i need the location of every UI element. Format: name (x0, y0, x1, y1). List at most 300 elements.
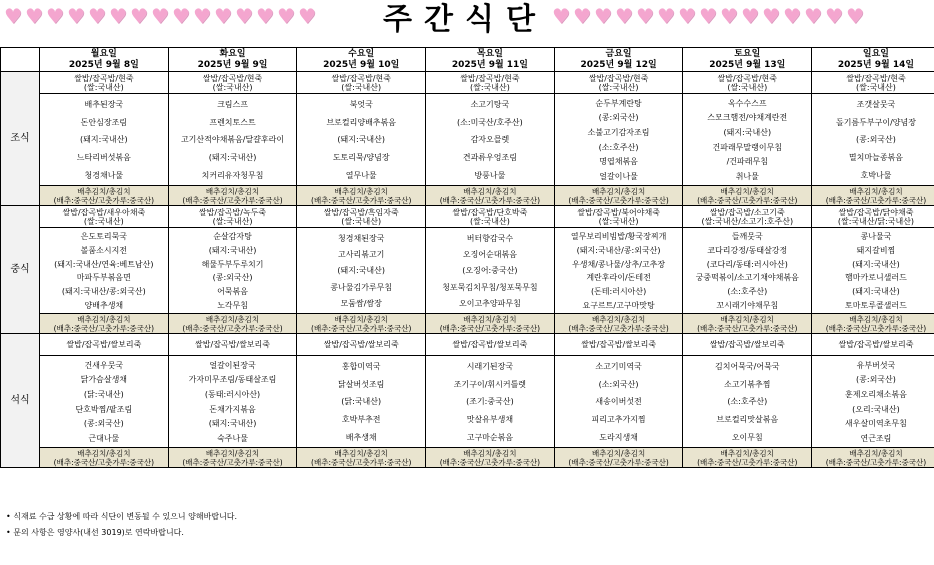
dishes-cell (554, 228, 683, 314)
dishes-cell (554, 356, 683, 448)
kimchi-cell (297, 448, 426, 468)
dish-item: (돼지:국내산/콩:외국산) (61, 286, 146, 296)
kimchi-cell (426, 448, 555, 468)
kimchi-label: 배추김치/총김치 (849, 448, 903, 458)
day-date: 2025년 9월 11일 (451, 59, 528, 70)
heart-icon: ♥ (46, 4, 64, 28)
rice-cell (40, 206, 169, 228)
dish-item: 닭가슴살생채 (80, 375, 128, 385)
kimchi-label: 배추김치/총김치 (77, 186, 131, 196)
rice-cell (40, 72, 169, 94)
rice-line: 쌀밥/잡곡밥/현죽 (74, 73, 134, 83)
dish-item: 시래기된장국 (466, 362, 514, 372)
kimchi-cell (812, 448, 934, 468)
dish-item: 도라지생채 (599, 432, 638, 442)
dishes-cell (297, 94, 426, 186)
dish-item: (돼지:국내산/연육:베트남산) (54, 259, 154, 269)
dish-item: (조기:중국산) (466, 397, 514, 407)
dish-item: 호박부추전 (341, 415, 381, 425)
heart-icon: ♥ (846, 4, 864, 28)
dish-item: 옥수수스프 (727, 98, 767, 108)
kimchi-cell (426, 314, 555, 334)
heart-icon: ♥ (151, 4, 169, 28)
dish-item: 순살감자탕 (213, 232, 252, 242)
dish-item: 우생채/콩나물/상추/고추장 (572, 259, 666, 269)
dish-item: 배추생채 (345, 432, 377, 442)
heart-icon: ♥ (67, 4, 85, 28)
kimchi-cell (297, 314, 426, 334)
rice-line: 쌀밥/잡곡밥/쌀보리죽 (452, 340, 528, 349)
dish-item: 청경채나물 (84, 170, 124, 180)
dish-item: (돈테:러시아산) (590, 286, 647, 296)
dish-item: /건파래무침 (726, 157, 768, 167)
dishes-cell (40, 94, 169, 186)
kimchi-label: 배추김치/총김치 (205, 314, 260, 324)
dish-item: 버터향감국수 (466, 233, 514, 243)
kimchi-cell (168, 186, 297, 206)
kimchi-cell (683, 186, 812, 206)
dish-item: 모둠쌈/쌈장 (340, 299, 382, 309)
dish-item: (닭:국내산) (341, 397, 382, 407)
rice-line: 쌀밥/잡곡밥/현죽 (588, 73, 649, 83)
dishes-cell (297, 356, 426, 448)
kimchi-label: 배추김치/총김치 (591, 186, 646, 196)
rice-line: (쌀:국내산) (469, 82, 510, 92)
rice-cell (40, 334, 169, 356)
day-header (168, 48, 297, 72)
day-date: 2025년 9월 12일 (580, 59, 657, 70)
dish-item: 닭살버섯조림 (338, 379, 385, 389)
rice-cell (297, 334, 426, 356)
rice-cell (812, 72, 934, 94)
kimchi-cell (683, 314, 812, 334)
kimchi-label: 배추김치/총김치 (77, 448, 131, 458)
rice-line: 쌀밥/잡곡밥/새우아채죽 (62, 207, 146, 217)
dish-item: 연근조림 (860, 434, 892, 444)
meal-label: 석식 (1, 334, 40, 468)
dishes-cell (812, 94, 934, 186)
dishes-row (1, 228, 934, 314)
dish-item: 크림스프 (217, 100, 248, 110)
dish-item: (소:호주산) (727, 397, 768, 407)
dish-item: (돼지:국내산) (852, 286, 900, 296)
dish-item: 방풍나물 (474, 170, 506, 180)
dish-item: 북엇국 (349, 100, 373, 110)
dish-item: (돼지:국내산) (852, 259, 900, 269)
rice-line: (쌀:국내산) (212, 82, 253, 92)
rice-line: (쌀:국내산) (856, 82, 896, 92)
rice-line: (쌀:국내산) (212, 216, 253, 226)
header-row (1, 48, 934, 72)
day-header (40, 48, 169, 72)
dishes-cell (168, 228, 297, 314)
dish-item: 청포묵김치무침/청포묵무침 (442, 282, 538, 292)
heart-icon: ♥ (172, 4, 190, 28)
dish-item: 프렌치토스트 (209, 117, 256, 127)
kimchi-origin: (배추:중국산/고춧가루:중국산) (53, 457, 155, 467)
rice-cell (683, 334, 812, 356)
dish-item: 근대나물 (88, 434, 120, 444)
dish-item: 콩나물김가루무침 (330, 282, 393, 292)
rice-line: 쌀밥/잡곡밥/쌀보리죽 (709, 340, 785, 349)
heart-icon: ♥ (193, 4, 211, 28)
rice-line: (쌀:국내산) (598, 216, 639, 226)
rice-line: 쌀밥/잡곡밥/닭야채죽 (838, 207, 914, 217)
dish-item: 돈채가지볶음 (209, 404, 256, 414)
kimchi-label: 배추김치/총김치 (77, 314, 131, 324)
rice-row (1, 72, 934, 94)
heart-decoration-left (4, 6, 318, 26)
dish-item: 소불고기감자조림 (587, 128, 650, 138)
dish-item: (콩:외국산) (598, 113, 639, 123)
day-header (426, 48, 555, 72)
dish-item: (소:호주산) (727, 286, 768, 296)
dishes-cell (168, 356, 297, 448)
day-name: 월요일 (90, 48, 117, 59)
rice-cell (426, 72, 555, 94)
dish-item: (돼지:국내산) (208, 419, 257, 429)
heart-icon: ♥ (741, 4, 759, 28)
dish-item: 호박나물 (860, 170, 892, 180)
heart-icon: ♥ (804, 4, 822, 28)
rice-line: 쌀밥/잡곡밥/쌀보리죽 (581, 340, 657, 349)
corner-cell (1, 48, 40, 72)
dish-item: 노각무침 (217, 300, 248, 310)
dishes-cell (297, 228, 426, 314)
dish-item: 명엽채볶음 (599, 157, 638, 167)
kimchi-origin: (배추:중국산/고춧가루:중국산) (697, 323, 798, 333)
day-date: 2025년 9월 13일 (709, 59, 786, 70)
dish-item: 유부버섯국 (856, 360, 896, 370)
rice-line: 쌀밥/잡곡밥/쌀보리죽 (323, 340, 399, 349)
heart-icon: ♥ (4, 4, 22, 28)
dish-item: 소고기미역국 (595, 362, 642, 372)
dish-item: 브로컬리양배추볶음 (326, 117, 396, 127)
kimchi-cell (554, 314, 683, 334)
kimchi-row (1, 448, 934, 468)
dish-item: 견과류우엉조림 (462, 153, 517, 163)
dish-item: 마파두부볶음면 (76, 273, 131, 283)
dish-item: (오징어:중국산) (462, 266, 518, 276)
kimchi-cell (168, 448, 297, 468)
rice-cell (426, 334, 555, 356)
dish-item: (콩:외국산) (83, 419, 124, 429)
heart-icon: ♥ (88, 4, 106, 28)
rice-line: 쌀밥/잡곡밥/쌀보리죽 (838, 340, 914, 349)
dish-item: 오이고추양파무침 (458, 299, 521, 309)
dish-item: 해물두부두루치기 (201, 259, 264, 269)
heart-icon: ♥ (678, 4, 696, 28)
kimchi-origin: (배추:중국산/고춧가루:중국산) (568, 195, 669, 205)
dish-item: 들깨뭇국 (731, 232, 763, 242)
heart-icon: ♥ (256, 4, 274, 28)
day-name: 금요일 (605, 48, 632, 59)
dish-item: 홍합미역국 (341, 362, 381, 372)
dish-item: (동태:러시아산) (204, 390, 261, 400)
dish-item: 오이무침 (731, 432, 763, 442)
rice-cell (168, 334, 297, 356)
dishes-cell (426, 94, 555, 186)
kimchi-origin: (배추:중국산/고춧가루:중국산) (697, 195, 798, 205)
heart-icon: ♥ (699, 4, 717, 28)
kimchi-label: 배추김치/총김치 (463, 448, 517, 458)
dish-item: 햄마카로니샐러드 (845, 273, 907, 283)
rice-line: 쌀밥/잡곡밥/소고기죽 (709, 207, 785, 217)
rice-cell (168, 72, 297, 94)
dish-item: 코다리강정/동태살강정 (707, 245, 788, 255)
kimchi-origin: (배추:중국산/고춧가루:중국산) (825, 323, 927, 333)
heart-icon: ♥ (25, 4, 43, 28)
dish-item: 새우살미역초무침 (845, 419, 907, 429)
day-date: 2025년 9월 9일 (197, 59, 268, 70)
heart-icon: ♥ (783, 4, 801, 28)
rice-line: 쌀밥/잡곡밥/단호박죽 (452, 207, 528, 217)
rice-line: 쌀밥/잡곡밥/쌀보리죽 (195, 340, 270, 349)
kimchi-label: 배추김치/총김치 (720, 314, 774, 324)
dish-item: (소:호주산) (598, 142, 639, 152)
kimchi-cell (554, 186, 683, 206)
dish-item: 열무나물 (345, 170, 377, 180)
heart-icon: ♥ (825, 4, 843, 28)
rice-line: (쌀:국내산) (83, 82, 124, 92)
dish-item: (돼지:국내산) (80, 135, 128, 145)
dish-item: 고구마순볶음 (466, 432, 514, 442)
rice-line: 쌀밥/잡곡밥/현죽 (846, 73, 906, 83)
rice-line: 쌀밥/잡곡밥/녹두죽 (198, 207, 267, 217)
day-header (554, 48, 683, 72)
rice-line: (쌀:국내산) (598, 82, 639, 92)
rice-line: 쌀밥/잡곡밥/북어야채죽 (577, 207, 660, 217)
kimchi-origin: (배추:중국산/고춧가루:중국산) (182, 323, 283, 333)
dish-item: 느타리버섯볶음 (76, 153, 131, 163)
dish-item: 조갯살뭇국 (856, 100, 896, 110)
dish-item: 감자오믈렛 (470, 135, 510, 145)
dish-item: 스모크햄전/야채계란전 (707, 113, 788, 123)
heart-icon: ♥ (594, 4, 612, 28)
rice-cell (812, 334, 934, 356)
kimchi-origin: (배추:중국산/고춧가루:중국산) (311, 195, 412, 205)
day-header (683, 48, 812, 72)
dishes-cell (812, 356, 934, 448)
weekly-menu-table (0, 47, 934, 468)
day-header (812, 48, 934, 72)
dish-item: (소:미국산/호주산) (457, 117, 523, 127)
dish-item: 돼지갈비찜 (856, 245, 896, 255)
heart-icon: ♥ (552, 4, 570, 28)
kimchi-cell (683, 448, 812, 468)
dishes-cell (683, 356, 812, 448)
rice-cell (168, 206, 297, 228)
kimchi-cell (812, 314, 934, 334)
day-name: 일요일 (862, 48, 890, 59)
kimchi-origin: (배추:중국산/고춧가루:중국산) (53, 195, 155, 205)
kimchi-origin: (배추:중국산/고춧가루:중국산) (825, 195, 927, 205)
rice-cell (812, 206, 934, 228)
rice-cell (554, 72, 683, 94)
dish-item: 새송이버섯전 (595, 397, 642, 407)
rice-line: (쌀:국내산) (469, 216, 510, 226)
dishes-cell (554, 94, 683, 186)
dish-item: 요구르트/고구마맛탕 (582, 300, 655, 310)
rice-line: (쌀:국내산/소고기:호주산) (701, 216, 794, 226)
heart-icon: ♥ (130, 4, 148, 28)
dish-item: 돌기름두부구이/양념장 (835, 117, 916, 127)
dish-item: 소고기탕국 (470, 100, 510, 110)
day-name: 수요일 (348, 48, 375, 59)
heart-icon: ♥ (277, 4, 295, 28)
rice-cell (554, 206, 683, 228)
heart-decoration-right (552, 6, 866, 26)
day-name: 목요일 (476, 48, 503, 59)
kimchi-origin: (배추:중국산/고춧가루:중국산) (182, 457, 283, 467)
kimchi-label: 배추김치/총김치 (720, 186, 774, 196)
note-item: • 문의 사항은 영양사(내선 3019)로 연락바랍니다. (6, 525, 237, 541)
dish-item: 꼬시래기야채무침 (716, 300, 779, 310)
heart-icon: ♥ (720, 4, 738, 28)
dish-item: 순두부계란탕 (595, 98, 642, 108)
dish-item: 취나물 (735, 172, 759, 182)
dish-item: 멸치마늘종볶음 (848, 153, 904, 163)
rice-line: (쌀:국내산) (341, 82, 382, 92)
dish-item: 궁중떡볶이/소고기채야채볶음 (695, 273, 799, 283)
dish-item: 열무보리비빔밥/황국장찌개 (570, 232, 667, 242)
dish-item: 브로컬리맛살볶음 (716, 415, 779, 425)
kimchi-origin: (배추:중국산/고춧가루:중국산) (825, 457, 927, 467)
kimchi-cell (40, 314, 169, 334)
dish-item: 피리고추가지찜 (591, 415, 646, 425)
dish-item: 단호박찜/팥조림 (75, 404, 133, 414)
dish-item: 맛살유부생채 (466, 415, 514, 425)
dish-item: 고기산적야채볶음/달걀후라이 (180, 135, 285, 145)
kimchi-label: 배추김치/총김치 (334, 314, 388, 324)
rice-cell (426, 206, 555, 228)
kimchi-origin: (배추:중국산/고춧가루:중국산) (53, 323, 155, 333)
dish-item: 숙주나물 (217, 434, 248, 444)
dishes-row (1, 356, 934, 448)
dish-item: (콩:외국산) (212, 273, 253, 283)
kimchi-cell (297, 186, 426, 206)
dish-item: 김치어묵국/어묵국 (715, 362, 780, 372)
rice-line: 쌀밥/잡곡밥/현죽 (202, 73, 263, 83)
dishes-cell (40, 228, 169, 314)
page-title: 주간식단 (383, 2, 547, 37)
day-date: 2025년 9월 14일 (837, 59, 915, 70)
kimchi-cell (40, 186, 169, 206)
dish-item: (콩:외국산) (856, 135, 896, 145)
dish-item: 고사리볶고기 (338, 250, 385, 260)
rice-line: (쌀:국내산/닭:국내산) (837, 216, 915, 226)
dish-item: 볼품소시지전 (80, 245, 128, 255)
dishes-cell (426, 356, 555, 448)
dish-item: 토마토루콜샐러드 (845, 300, 907, 310)
dish-item: 콩나물국 (860, 232, 892, 242)
heart-icon: ♥ (109, 4, 127, 28)
dish-item: 돈안심장조림 (80, 117, 128, 127)
day-date: 2025년 9월 8일 (68, 59, 139, 70)
meal-label: 조식 (1, 72, 40, 206)
dish-item: (돼지:국내산) (208, 153, 257, 163)
dish-item: 건새우뭇국 (84, 360, 124, 370)
kimchi-origin: (배추:중국산/고춧가루:중국산) (311, 323, 412, 333)
dishes-cell (683, 94, 812, 186)
dish-item: (돼지:국내산/콩:외국산) (576, 245, 661, 255)
dish-item: (오리:국내산) (852, 404, 900, 414)
kimchi-origin: (배추:중국산/고춧가루:중국산) (568, 457, 669, 467)
kimchi-label: 배추김치/총김치 (591, 314, 646, 324)
kimchi-label: 배추김치/총김치 (334, 186, 388, 196)
kimchi-origin: (배추:중국산/고춧가루:중국산) (568, 323, 669, 333)
note-item: • 식재료 수급 상황에 따라 식단이 변동될 수 있으니 양해바랍니다. (6, 509, 237, 525)
dish-item: (콩:외국산) (856, 375, 896, 385)
kimchi-row (1, 186, 934, 206)
heart-icon: ♥ (636, 4, 654, 28)
dish-item: 어묵볶음 (217, 286, 248, 296)
kimchi-label: 배추김치/총김치 (205, 448, 260, 458)
dishes-cell (426, 228, 555, 314)
rice-cell (554, 334, 683, 356)
kimchi-label: 배추김치/총김치 (334, 448, 388, 458)
rice-cell (683, 72, 812, 94)
rice-row (1, 206, 934, 228)
kimchi-label: 배추김치/총김치 (720, 448, 774, 458)
notes (6, 509, 237, 541)
heart-icon: ♥ (214, 4, 232, 28)
dishes-cell (168, 94, 297, 186)
dish-item: (코다리/동태:러시아산) (706, 259, 788, 269)
rice-line: (쌀:국내산) (727, 82, 768, 92)
dish-item: 오징어순대볶음 (462, 250, 517, 260)
dish-item: (돼지:국내산) (208, 245, 257, 255)
dish-item: 가자미무조림/동태살조림 (188, 375, 277, 385)
dish-item: 건파래무말랭이무침 (712, 142, 783, 152)
kimchi-label: 배추김치/총김치 (463, 314, 517, 324)
meal-label: 중식 (1, 206, 40, 334)
heart-icon: ♥ (615, 4, 633, 28)
dish-item: (돼지:국내산) (337, 266, 385, 276)
dish-item: 배추된장국 (84, 100, 124, 110)
dishes-cell (40, 356, 169, 448)
kimchi-row (1, 314, 934, 334)
kimchi-label: 배추김치/총김치 (463, 186, 517, 196)
rice-line: 쌀밥/잡곡밥/흑임자죽 (323, 207, 399, 217)
dishes-cell (812, 228, 934, 314)
dish-item: 치커리유자청무침 (201, 170, 264, 180)
kimchi-origin: (배추:중국산/고춧가루:중국산) (439, 457, 541, 467)
dish-item: 훈제오리채소볶음 (845, 390, 907, 400)
heart-icon: ♥ (298, 4, 316, 28)
rice-line: 쌀밥/잡곡밥/현죽 (331, 73, 391, 83)
rice-line: 쌀밥/잡곡밥/쌀보리죽 (66, 340, 142, 349)
kimchi-origin: (배추:중국산/고춧가루:중국산) (311, 457, 412, 467)
day-name: 토요일 (734, 48, 761, 59)
dish-item: 청경채된장국 (338, 233, 385, 243)
kimchi-cell (40, 448, 169, 468)
rice-line: 쌀밥/잡곡밥/현죽 (717, 73, 778, 83)
rice-cell (683, 206, 812, 228)
rice-line: (쌀:국내산) (83, 216, 124, 226)
dish-item: 양배추생채 (84, 300, 124, 310)
kimchi-origin: (배추:중국산/고춧가루:중국산) (182, 195, 283, 205)
kimchi-label: 배추김치/총김치 (849, 186, 903, 196)
kimchi-label: 배추김치/총김치 (849, 314, 903, 324)
heart-icon: ♥ (657, 4, 675, 28)
kimchi-label: 배추김치/총김치 (591, 448, 646, 458)
dish-item: (돼지:국내산) (337, 135, 385, 145)
kimchi-origin: (배추:중국산/고춧가루:중국산) (697, 457, 798, 467)
heart-icon: ♥ (573, 4, 591, 28)
dishes-cell (683, 228, 812, 314)
dish-item: 도토리묵/양념장 (332, 153, 390, 163)
